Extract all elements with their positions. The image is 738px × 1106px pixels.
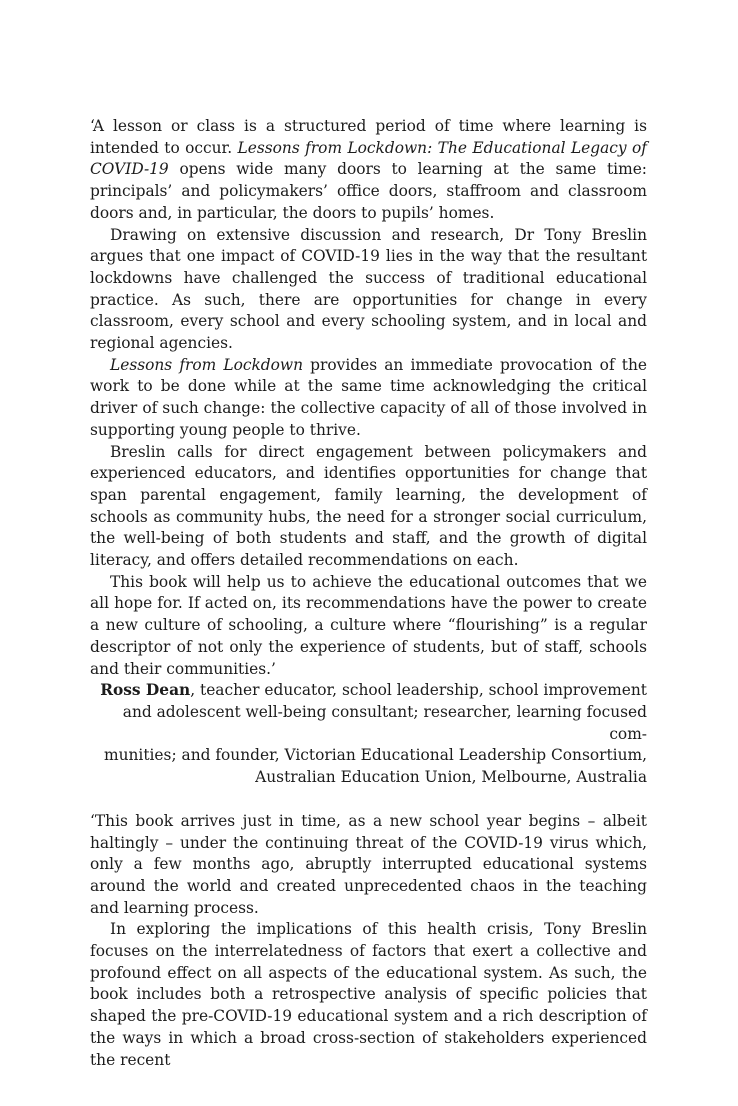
- endorsement-paragraph: In exploring the implications of this health crisis, Tony Breslin focuses on the interrelatedness of factors that exert a collective and profound effect on all aspects of the educational system. As such, the book includes both a retrospective analysis of specific policies that shaped the pre-COVID-19 educational system and a rich description of the ways in which a broad cross-section of stakeholders experienced the recent: [90, 920, 647, 1069]
- endorser-affiliation: Australian Education Union, Melbourne, Australia: [255, 768, 647, 787]
- endorser-role: , teacher educator, school leadership, school improvement: [190, 681, 647, 700]
- book-endorsements-page: [90, 116, 647, 1071]
- endorsement-paragraph: Breslin calls for direct engagement between policymakers and experienced educators, and identifies opportunities for change that span parental engagement, family learning, the development of schools as community hubs, the need for a stronger social curriculum, the well-being of both students and staff, and the growth of digital literacy, and offers detailed recommendations on each.: [90, 442, 647, 570]
- endorsement-text: ‘A lesson or class is a structured period of time where learning is intended to occur.: [90, 117, 647, 157]
- endorsement-text: opens wide many doors to learning at the same time: principals’ and policymakers’ office doors, staffroom and classroom doors and, in particular, the doors to pupils’ homes.: [90, 160, 647, 222]
- endorsement-paragraph: [90, 116, 647, 225]
- endorser-role: and adolescent well-being consultant; researcher, learning focused com-: [122, 702, 647, 743]
- endorser-role: munities; and founder, Victorian Educational Leadership Consortium,: [103, 746, 647, 765]
- book-title: Lessons from Lockdown: The Educational Legacy of COVID-19: [90, 138, 647, 179]
- endorsement-paragraph: [90, 355, 647, 442]
- endorsement-attribution: [90, 680, 647, 789]
- endorsement-paragraph: This book will help us to achieve the educational outcomes that we all hope for. If acted on, its recommendations have the power to create a new culture of schooling, a culture where “flourishing” is a regular descriptor of not only the experience of students, but of staff, schools and their communities.’: [90, 572, 647, 678]
- endorsement-paragraph: ‘This book arrives just in time, as a new school year begins – albeit haltingly – under the continuing threat of the COVID-19 virus which, only a few months ago, abruptly interrupted educational systems around the world and created unprecedented chaos in the teaching and learning process.: [90, 811, 647, 917]
- endorser-name: Ross Dean: [100, 681, 191, 700]
- endorsement-paragraph: Drawing on extensive discussion and research, Dr Tony Breslin argues that one impact of COVID-19 lies in the way that the resultant lockdowns have challenged the success of traditional educational practice. As such, there are opportunities for change in every classroom, every school and every schooling system, and in local and regional agencies.: [90, 225, 647, 353]
- section-spacer: [90, 789, 647, 811]
- book-title: Lessons from Lockdown: [110, 355, 304, 374]
- endorsement-text: provides an immediate provocation of the work to be done while at the same time acknowledging the critical driver of such change: the collective capacity of all of those involved in supporting young people to thrive.: [90, 355, 647, 439]
- endorsement-second: [90, 811, 647, 1071]
- endorsement-ross-dean: [90, 116, 647, 789]
